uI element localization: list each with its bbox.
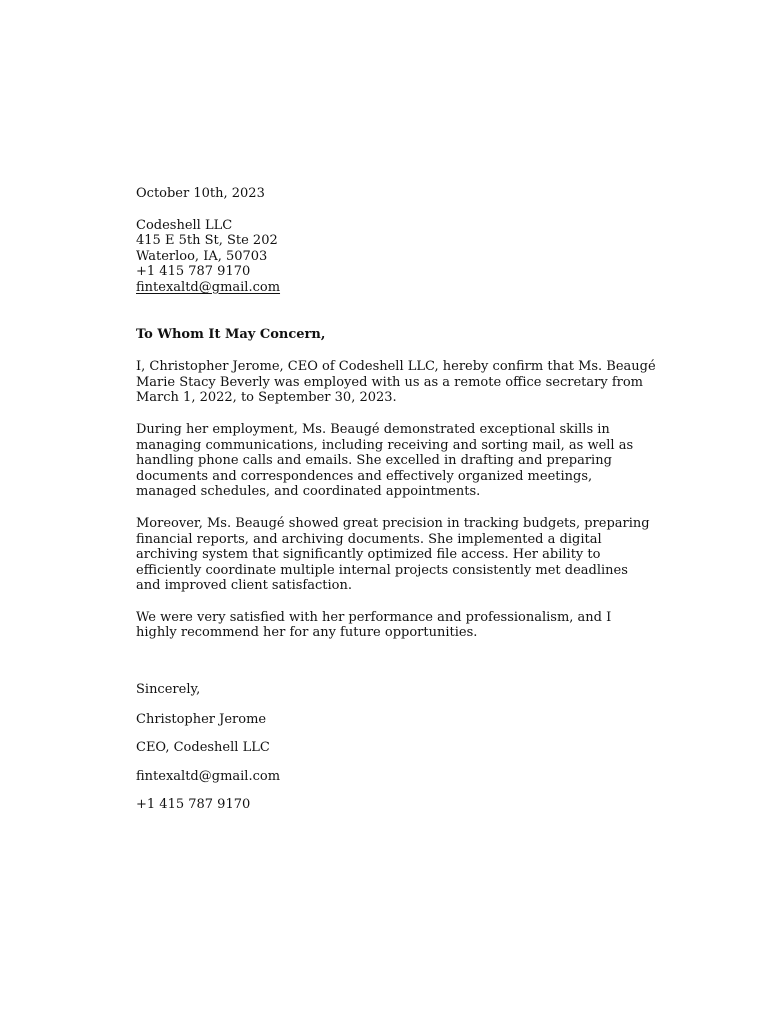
sender-block	[136, 218, 656, 296]
body-paragraph-3: Moreover, Ms. Beaugé showed great precision in tracking budgets, preparing financial reports, and archiving documents. She implemented a digital archiving system that significantly optimized file access. Her ability to efficiently coordinate multiple internal projects consistently met deadlines and improved client satisfaction.	[136, 515, 650, 594]
body-paragraph-2: During her employment, Ms. Beaugé demonstrated exceptional skills in managing communications, including receiving and sorting mail, as well as handling phone calls and emails. She excelled in drafting and preparing documents and correspondences and effectively organized meetings, managed schedules, and coordinated appointments.	[136, 421, 634, 500]
signature-email: fintexaltd@gmail.com	[136, 768, 281, 784]
body-paragraph-1: I, Christopher Jerome, CEO of Codeshell LLC, hereby confirm that Ms. Beaugé Marie Stacy Beverly was employed with us as a remote office secretary from March 1, 2022, to September 30, 2023.	[136, 359, 656, 406]
sender-company: Codeshell LLC	[136, 217, 233, 233]
salutation: To Whom It May Concern,	[136, 326, 326, 342]
letter-page	[136, 186, 656, 826]
signature-phone: +1 415 787 9170	[136, 797, 251, 813]
sender-phone: +1 415 787 9170	[136, 264, 251, 280]
signature-title: CEO, Codeshell LLC	[136, 740, 270, 756]
closing-block	[136, 682, 656, 813]
letter-date: October 10th, 2023	[136, 186, 265, 201]
signature-name: Christopher Jerome	[136, 711, 267, 727]
sender-address-line2: Waterloo, IA, 50703	[136, 248, 268, 264]
sender-email-link[interactable]: fintexaltd@gmail.com	[136, 279, 281, 295]
sender-address-line1: 415 E 5th St, Ste 202	[136, 233, 278, 249]
body-paragraph-4: We were very satisfied with her performance and professionalism, and I highly recommend her for any future opportunities.	[136, 609, 612, 641]
closing: Sincerely,	[136, 682, 201, 698]
